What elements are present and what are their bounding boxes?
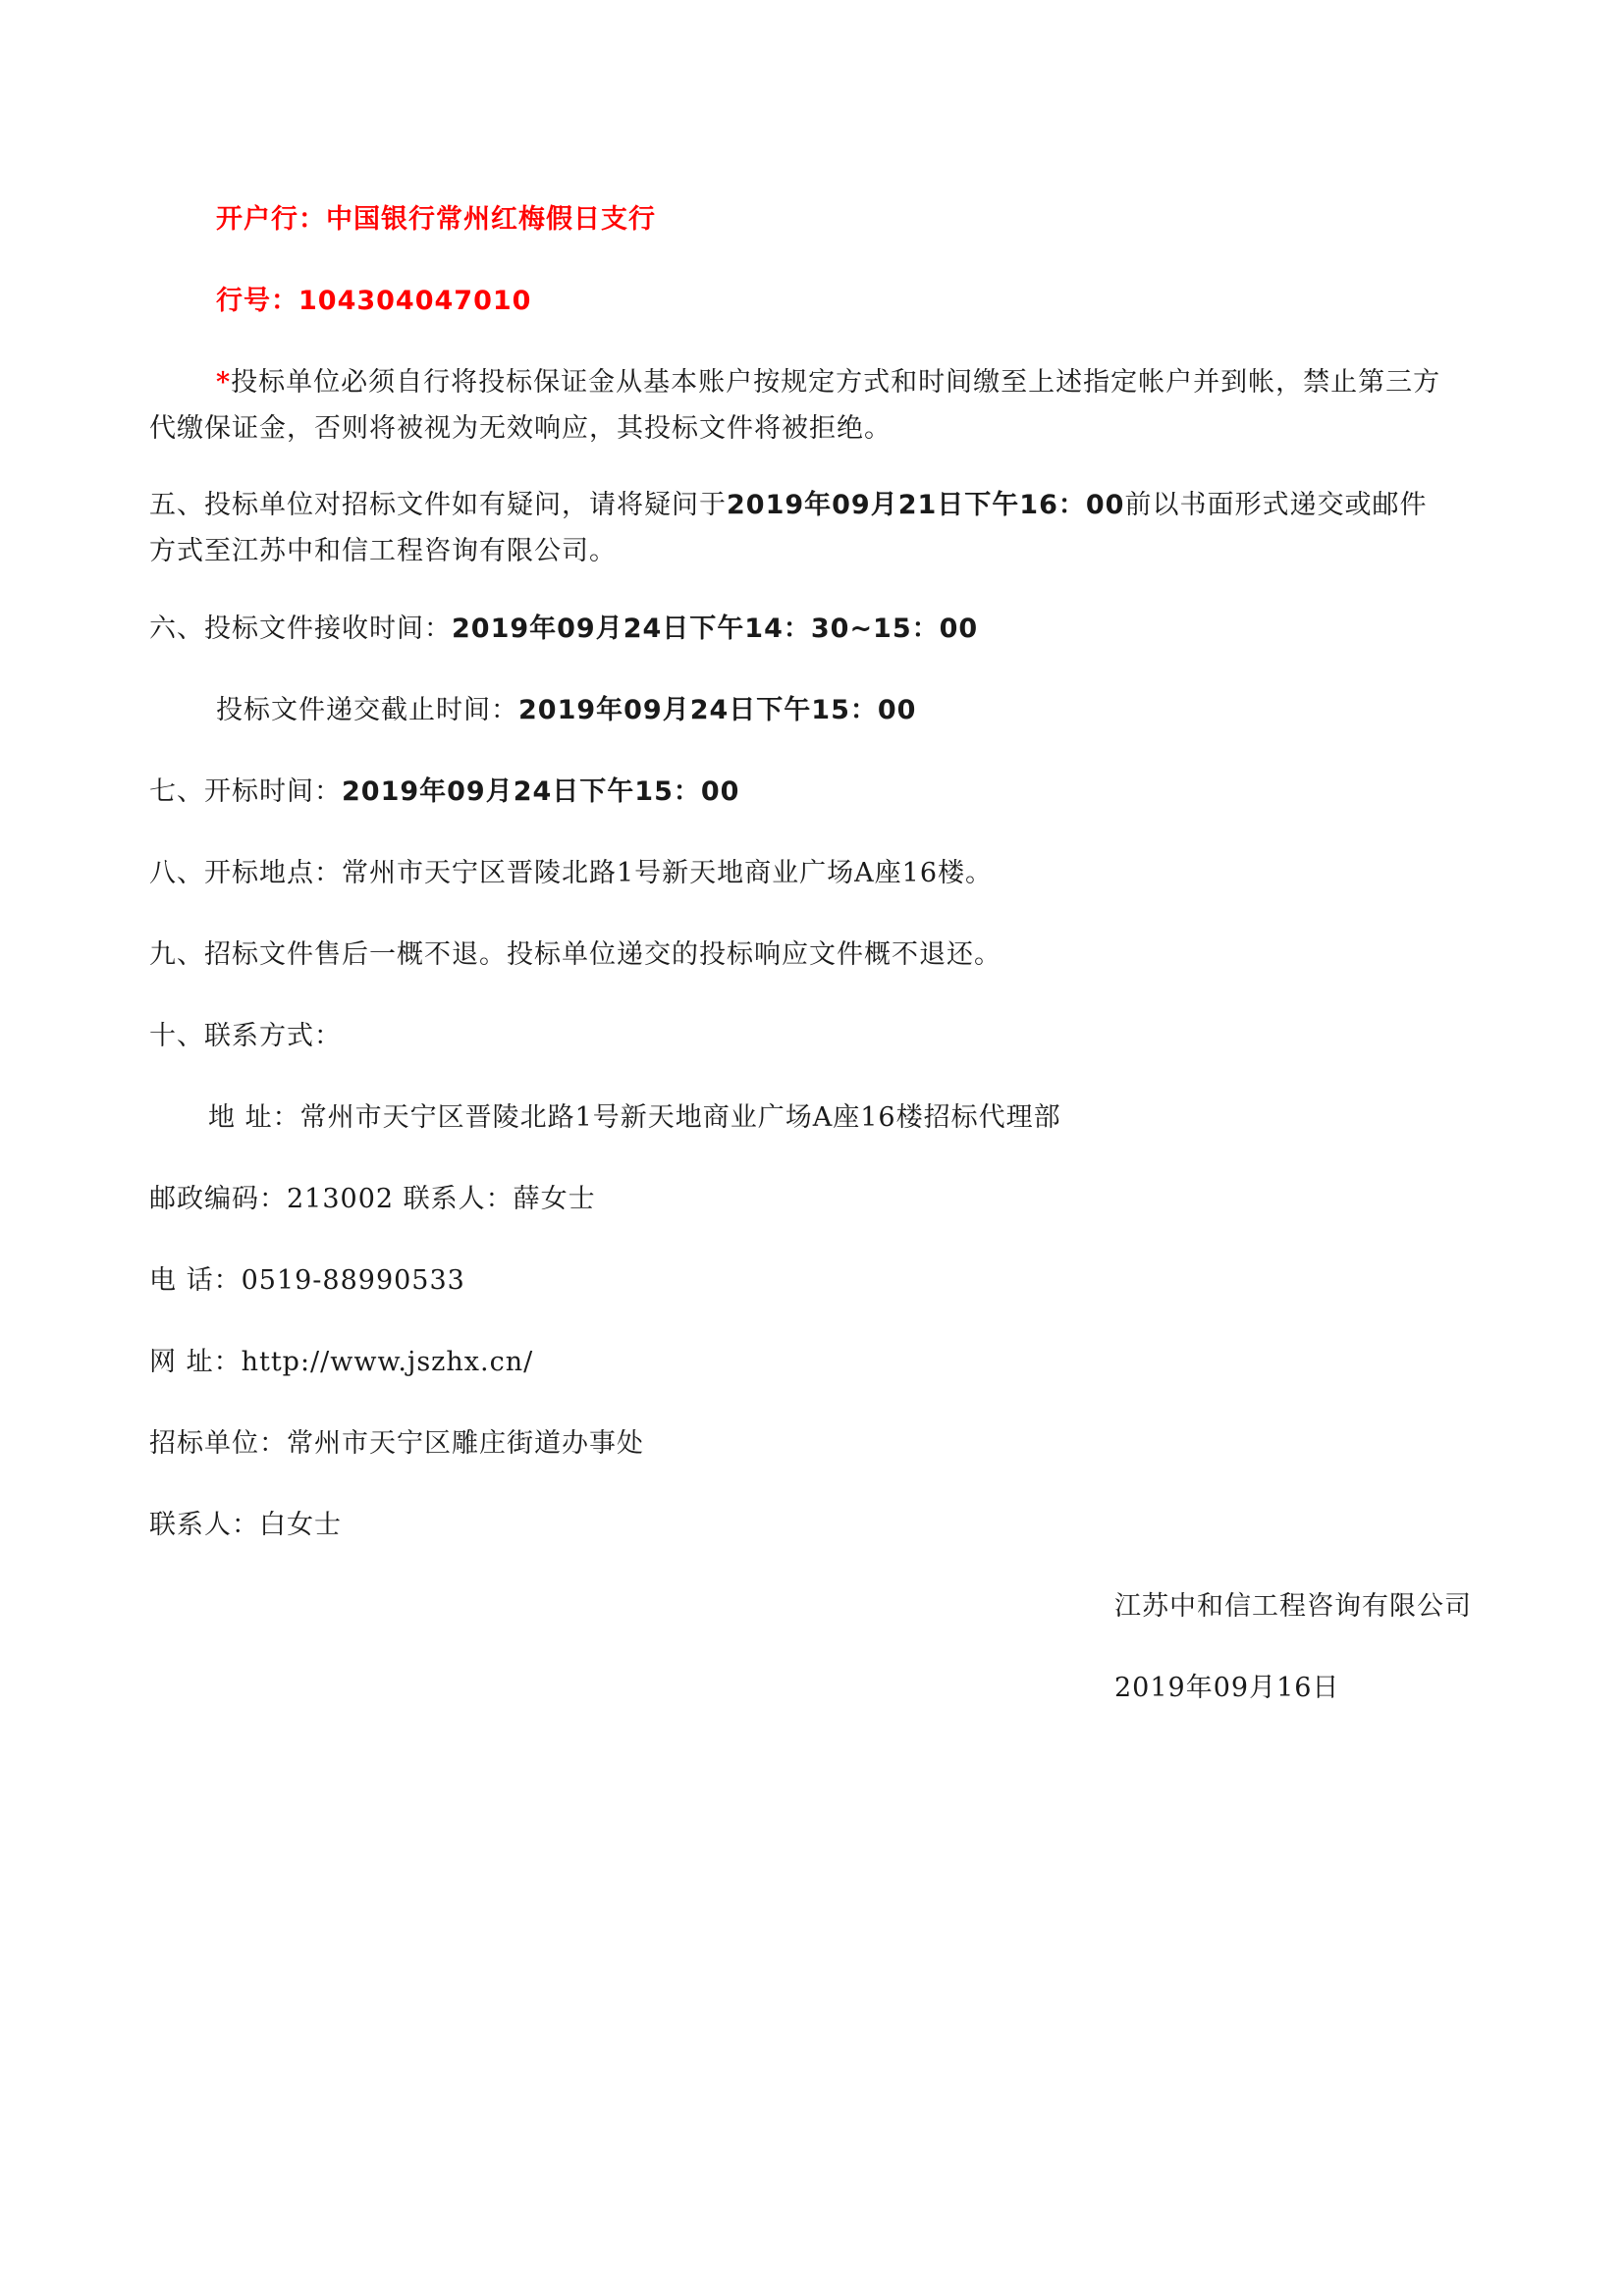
- item-6-time: 2019年09月24日下午14：30~15：00: [452, 614, 979, 644]
- contact-phone: 电 话：0519-88990533: [149, 1265, 465, 1296]
- item-7: [149, 775, 739, 809]
- contact-tender-unit: 招标单位：常州市天宁区雕庄街道办事处: [149, 1428, 644, 1459]
- item-9: 九、招标文件售后一概不退。投标单位递交的投标响应文件概不退还。: [149, 939, 1001, 970]
- item-10: 十、联系方式：: [149, 1021, 342, 1051]
- notice-line-2: 代缴保证金，否则将被视为无效响应，其投标文件将被拒绝。: [149, 413, 892, 444]
- signature-company: 江苏中和信工程咨询有限公司: [1114, 1591, 1472, 1622]
- contact-postcode: 邮政编码：213002 联系人：薛女士: [149, 1184, 596, 1214]
- item-6-line-1: [149, 613, 978, 646]
- notice-line-1: [216, 366, 1440, 400]
- item-6-label: 六、投标文件接收时间：: [149, 614, 452, 644]
- item-5-time: 2019年09月21日下午16：00: [727, 490, 1125, 520]
- item-5-line-1: [149, 489, 1427, 522]
- bank-name: 开户行：中国银行常州红梅假日支行: [216, 204, 656, 235]
- item-5-prefix: 五、投标单位对招标文件如有疑问，请将疑问于: [149, 490, 727, 520]
- item-7-label: 七、开标时间：: [149, 776, 342, 807]
- notice-text-1: 投标单位必须自行将投标保证金从基本账户按规定方式和时间缴至上述指定帐户并到帐，禁止第三方: [231, 367, 1441, 398]
- contact-tender-contact: 联系人：白女士: [149, 1510, 342, 1540]
- item-6-line-2: [216, 694, 916, 727]
- contact-address: 地 址：常州市天宁区晋陵北路1号新天地商业广场A座16楼招标代理部: [208, 1102, 1061, 1133]
- item-7-time: 2019年09月24日下午15：00: [342, 776, 740, 807]
- item-5-line-2: 方式至江苏中和信工程咨询有限公司。: [149, 536, 617, 566]
- signature-date: 2019年09月16日: [1114, 1673, 1340, 1703]
- item-5-suffix: 前以书面形式递交或邮件: [1124, 490, 1428, 520]
- contact-website: 网 址：http://www.jszhx.cn/: [149, 1347, 534, 1377]
- bank-number: 行号：104304047010: [216, 286, 532, 316]
- item-6-deadline-label: 投标文件递交截止时间：: [216, 695, 518, 725]
- item-6-deadline-time: 2019年09月24日下午15：00: [518, 695, 917, 725]
- item-8: 八、开标地点：常州市天宁区晋陵北路1号新天地商业广场A座16楼。: [149, 858, 994, 888]
- notice-star: *: [216, 367, 232, 398]
